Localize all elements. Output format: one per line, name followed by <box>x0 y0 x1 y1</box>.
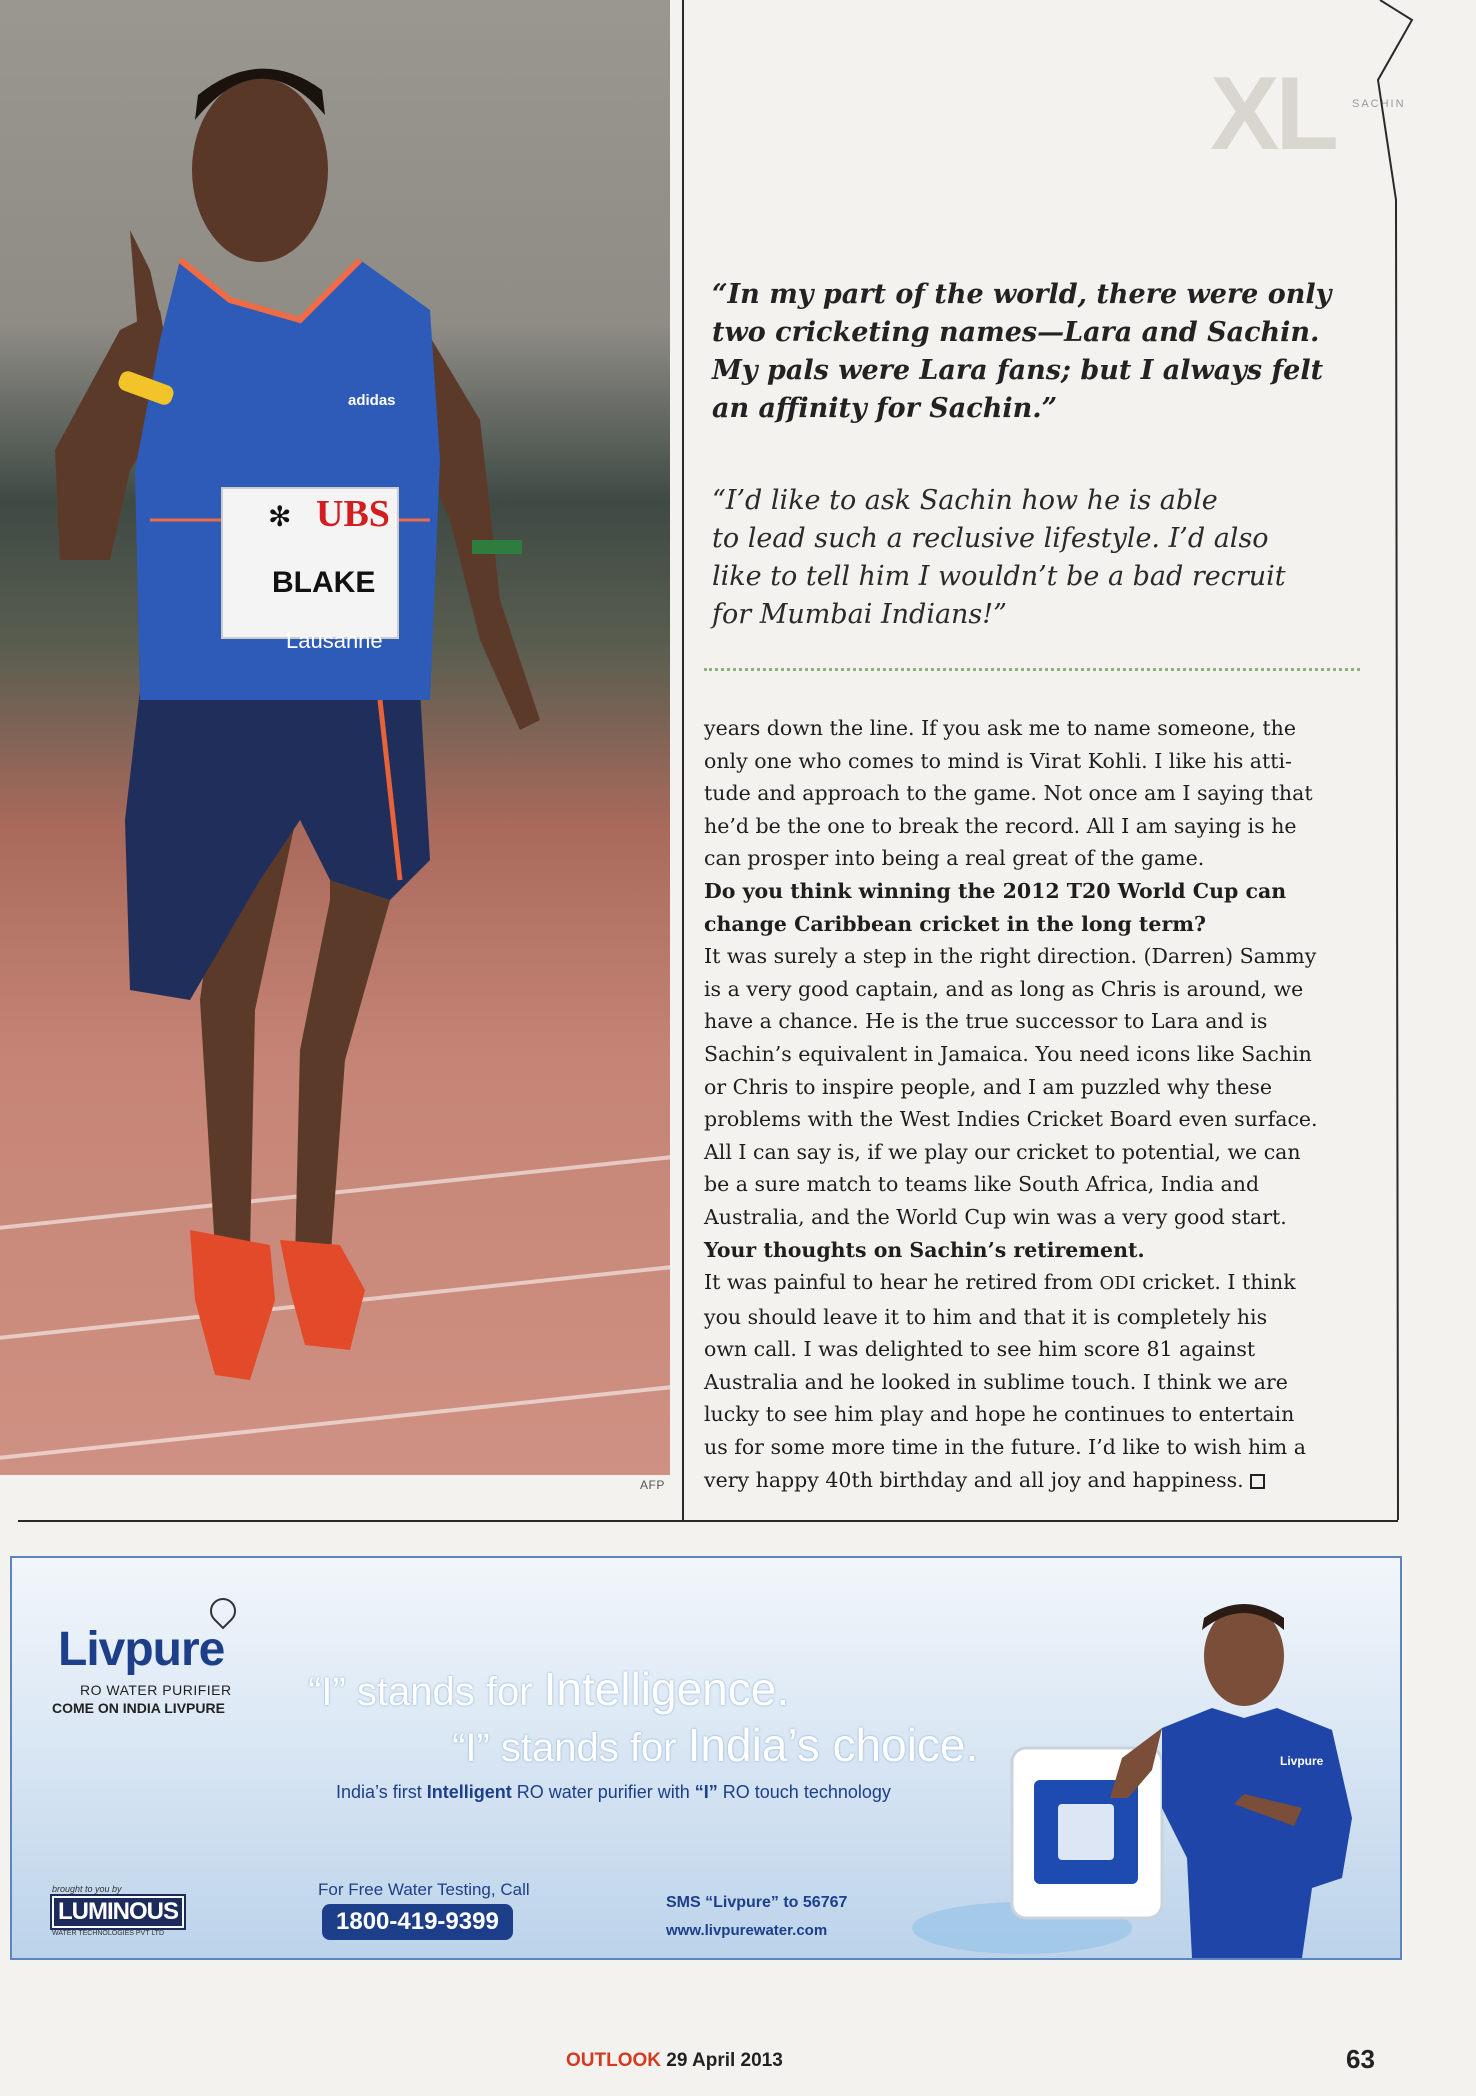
call-label: For Free Water Testing, Call <box>318 1880 530 1899</box>
magazine-name: OUTLOOK <box>566 2050 661 2071</box>
body-line: or Chris to inspire people, and I am puzzled why these <box>704 1074 1273 1099</box>
luminous-subtitle: WATER TECHNOLOGIES PVT LTD <box>52 1930 165 1937</box>
body-line: own call. I was delighted to see him score 81 against <box>704 1337 1256 1362</box>
ad-headline-1 <box>308 1662 789 1716</box>
body-line: Australia, and the World Cup win was a very good start. <box>704 1204 1287 1229</box>
body-line: can prosper into being a real great of the game. <box>704 846 1205 871</box>
body-line: you should leave it to him and that it is completely his <box>704 1304 1268 1329</box>
body-line: problems with the West Indies Cricket Board even surface. <box>704 1107 1318 1132</box>
quote-line: “In my part of the world, there were only <box>712 279 1332 310</box>
phone-number: 1800-419-9399 <box>322 1904 513 1940</box>
body-line: lucky to see him play and hope he continues to entertain <box>704 1402 1295 1427</box>
quote-line: “I’d like to ask Sachin how he is able <box>712 485 1218 516</box>
article-body <box>704 712 1364 1496</box>
tagline-text: India’s first <box>336 1782 427 1802</box>
vest-brand: adidas <box>348 392 396 409</box>
quote-line: two cricketing names—Lara and Sachin. <box>712 317 1320 348</box>
body-line: us for some more time in the future. I’d like to wish him a <box>704 1435 1306 1460</box>
body-line: It was surely a step in the right direction. (Darren) Sammy <box>704 944 1317 969</box>
interview-question: Do you think winning the 2012 T20 World Cup can <box>704 878 1287 903</box>
livpure-advertisement <box>10 1556 1402 1960</box>
dotted-divider <box>704 668 1360 671</box>
body-line <box>704 1464 1364 1497</box>
sprinter-figure <box>0 0 670 1475</box>
athlete-photo <box>0 0 670 1475</box>
body-line: he’d be the one to break the record. All I am saying is he <box>704 813 1297 838</box>
quote-line: to lead such a reclusive lifestyle. I’d also <box>712 523 1269 554</box>
ubs-keys-logo: ✻ <box>268 500 292 533</box>
shirt-logo: Livpure <box>1280 1754 1324 1768</box>
headline-emphasis: India’s choice. <box>687 1719 979 1771</box>
ad-slogan: COME ON INDIA LIVPURE <box>52 1700 225 1716</box>
ad-headline-2 <box>452 1718 978 1772</box>
quote-line: like to tell him I wouldn’t be a bad recruit <box>712 561 1286 592</box>
headline-text: “I” stands for <box>308 1670 544 1714</box>
bib-name: BLAKE <box>272 566 376 599</box>
section-tab-small: SACHIN <box>1352 98 1406 110</box>
website-url: www.livpurewater.com <box>666 1922 828 1939</box>
luminous-logo: LUMINOUS <box>52 1896 184 1928</box>
bib-city: Lausanne <box>286 628 383 653</box>
headline-text: “I” stands for <box>452 1726 688 1770</box>
body-line: tude and approach to the game. Not once am I saying that <box>704 781 1313 806</box>
body-line: only one who comes to mind is Virat Kohli. I like his atti- <box>704 748 1292 773</box>
quote-line: My pals were Lara fans; but I always felt <box>712 355 1324 386</box>
quote-line: an affinity for Sachin.” <box>712 393 1058 424</box>
photo-credit: AFP <box>640 1478 665 1492</box>
tagline-text: RO water purifier with <box>511 1782 695 1802</box>
end-mark-icon <box>1250 1474 1265 1489</box>
body-line: Australia and he looked in sublime touch. I think we are <box>704 1369 1288 1394</box>
quote-line: for Mumbai Indians!” <box>712 599 1007 630</box>
body-line: is a very good captain, and as long as Chris is around, we <box>704 976 1304 1001</box>
interview-question: Your thoughts on Sachin’s retirement. <box>704 1237 1145 1262</box>
body-text-span: very happy 40th birthday and all joy and happiness. <box>704 1467 1244 1492</box>
body-line <box>704 1266 1364 1301</box>
bib-sponsor: UBS <box>316 493 390 535</box>
pull-quote-2 <box>712 482 1352 634</box>
body-line: All I can say is, if we play our cricket to potential, we can <box>704 1139 1301 1164</box>
page-number: 63 <box>1346 2044 1375 2074</box>
livpure-logo: Livpure <box>58 1623 225 1676</box>
body-line: have a chance. He is the true successor to Lara and is <box>704 1009 1268 1034</box>
headline-emphasis: Intelligence. <box>543 1663 790 1715</box>
odi-smallcaps: ODI <box>1099 1273 1136 1295</box>
sms-info: SMS “Livpure” to 56767 <box>666 1894 848 1911</box>
page-footer <box>566 2050 783 2072</box>
body-text-span: cricket. I think <box>1135 1270 1296 1295</box>
body-line: Sachin’s equivalent in Jamaica. You need icons like Sachin <box>704 1041 1312 1066</box>
ad-tagline <box>336 1782 891 1803</box>
body-text-span: It was painful to hear he retired from <box>704 1270 1100 1295</box>
section-tab-xl: XL <box>1210 56 1335 172</box>
brought-by-label: brought to you by <box>52 1884 122 1894</box>
interview-question: change Caribbean cricket in the long term? <box>704 911 1206 936</box>
tagline-text: RO touch technology <box>717 1782 891 1802</box>
body-line: years down the line. If you ask me to name someone, the <box>704 716 1297 740</box>
ad-subtitle: RO WATER PURIFIER <box>80 1682 232 1698</box>
pull-quote-1 <box>712 276 1352 428</box>
issue-date: 29 April 2013 <box>666 2050 783 2071</box>
tagline-bold: Intelligent <box>426 1782 512 1802</box>
body-line: be a sure match to teams like South Africa, India and <box>704 1172 1260 1197</box>
tagline-bold: “I” <box>694 1782 718 1802</box>
